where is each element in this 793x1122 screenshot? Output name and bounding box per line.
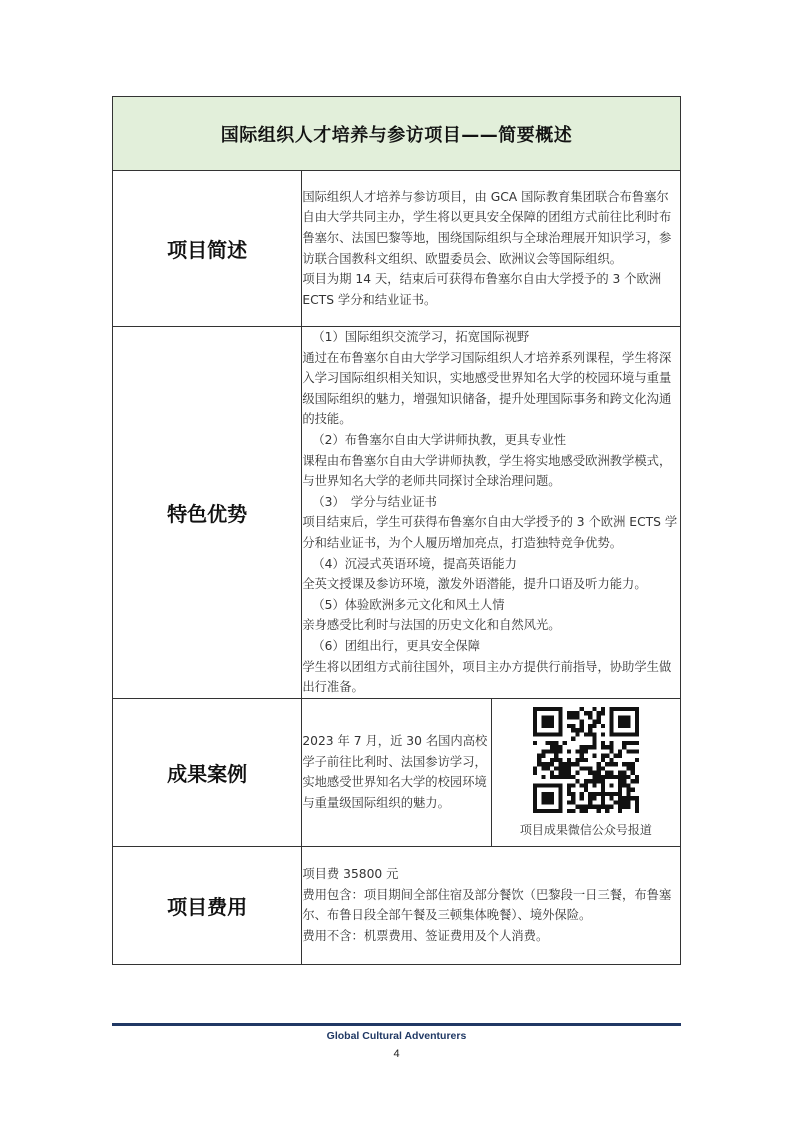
feature-heading: （3） 学分与结业证书 — [312, 494, 437, 509]
fees-label: 项目费用 — [113, 846, 302, 964]
fee-line: 项目费 35800 元 — [302, 867, 399, 881]
feature-body: 学生将以团组方式前往国外，项目主办方提供行前指导，协助学生做出行准备。 — [302, 659, 672, 695]
results-label: 成果案例 — [113, 698, 302, 846]
feature-body: 亲身感受比利时与法国的历史文化和自然风光。 — [302, 618, 561, 633]
feature-heading: （2）布鲁塞尔自由大学讲师执教，更具专业性 — [312, 432, 567, 447]
fee-line: 费用包含：项目期间全部住宿及部分餐饮（巴黎段一日三餐，布鲁塞尔、布鲁日段全部午餐及三顿集体晚餐）、境外保险。 — [302, 887, 672, 923]
qr-cell — [491, 698, 680, 846]
feature-body: 项目结束后，学生可获得布鲁塞尔自由大学授予的 3 个欧洲 ECTS 学分和结业证书，为个人履历增加亮点，打造独特竞争优势。 — [302, 515, 678, 550]
qr-code-icon — [533, 707, 639, 813]
overview-table — [112, 96, 681, 965]
table-title: 国际组织人才培养与参访项目——简要概述 — [113, 97, 681, 171]
features-content — [302, 327, 681, 699]
summary-paragraph: 国际组织人才培养与参访项目，由 GCA 国际教育集团联合布鲁塞尔自由大学共同主办，学生将以更具安全保障的团组方式前往比利时布鲁塞尔、法国巴黎等地，围绕国际组织与全球治理展开知识学习，参访联合国教科文组织、欧盟委员会、欧洲议会等国际组织。 — [302, 189, 672, 266]
fee-line: 费用不含：机票费用、签证费用及个人消费。 — [302, 928, 549, 943]
footer-brand: Global Cultural Adventurers — [326, 1030, 467, 1042]
feature-heading: （6）团组出行，更具安全保障 — [312, 638, 481, 653]
summary-paragraph: 项目为期 14 天，结束后可获得布鲁塞尔自由大学授予的 3 个欧洲 ECTS 学分和结业证书。 — [302, 272, 662, 307]
summary-label: 项目简述 — [113, 171, 302, 327]
features-label: 特色优势 — [113, 327, 302, 699]
fees-content — [302, 846, 681, 964]
feature-body: 课程由布鲁塞尔自由大学讲师执教，学生将实地感受欧洲教学模式，与世界知名大学的老师共同探讨全球治理问题。 — [302, 453, 672, 489]
summary-content — [302, 171, 681, 327]
results-text: 2023 年 7 月，近 30 名国内高校学子前往比利时、法国参访学习，实地感受世界知名大学的校园环境与重量级国际组织的魅力。 — [302, 698, 491, 846]
feature-body: 通过在布鲁塞尔自由大学学习国际组织人才培养系列课程，学生将深入学习国际组织相关知识，实地感受世界知名大学的校园环境与重量级国际组织的魅力，增强知识储备，提升处理国际事务和跨文化沟通的技能。 — [302, 350, 672, 427]
feature-heading: （4）沉浸式英语环境，提高英语能力 — [312, 556, 517, 571]
page-number: 4 — [393, 1048, 400, 1060]
qr-caption: 项目成果微信公众号报道 — [519, 822, 652, 837]
footer-rule — [112, 1023, 681, 1026]
feature-heading: （1）国际组织交流学习，拓宽国际视野 — [312, 330, 530, 344]
feature-body: 全英文授课及参访环境，激发外语潜能，提升口语及听力能力。 — [302, 577, 647, 592]
feature-heading: （5）体验欧洲多元文化和风土人情 — [312, 597, 505, 612]
